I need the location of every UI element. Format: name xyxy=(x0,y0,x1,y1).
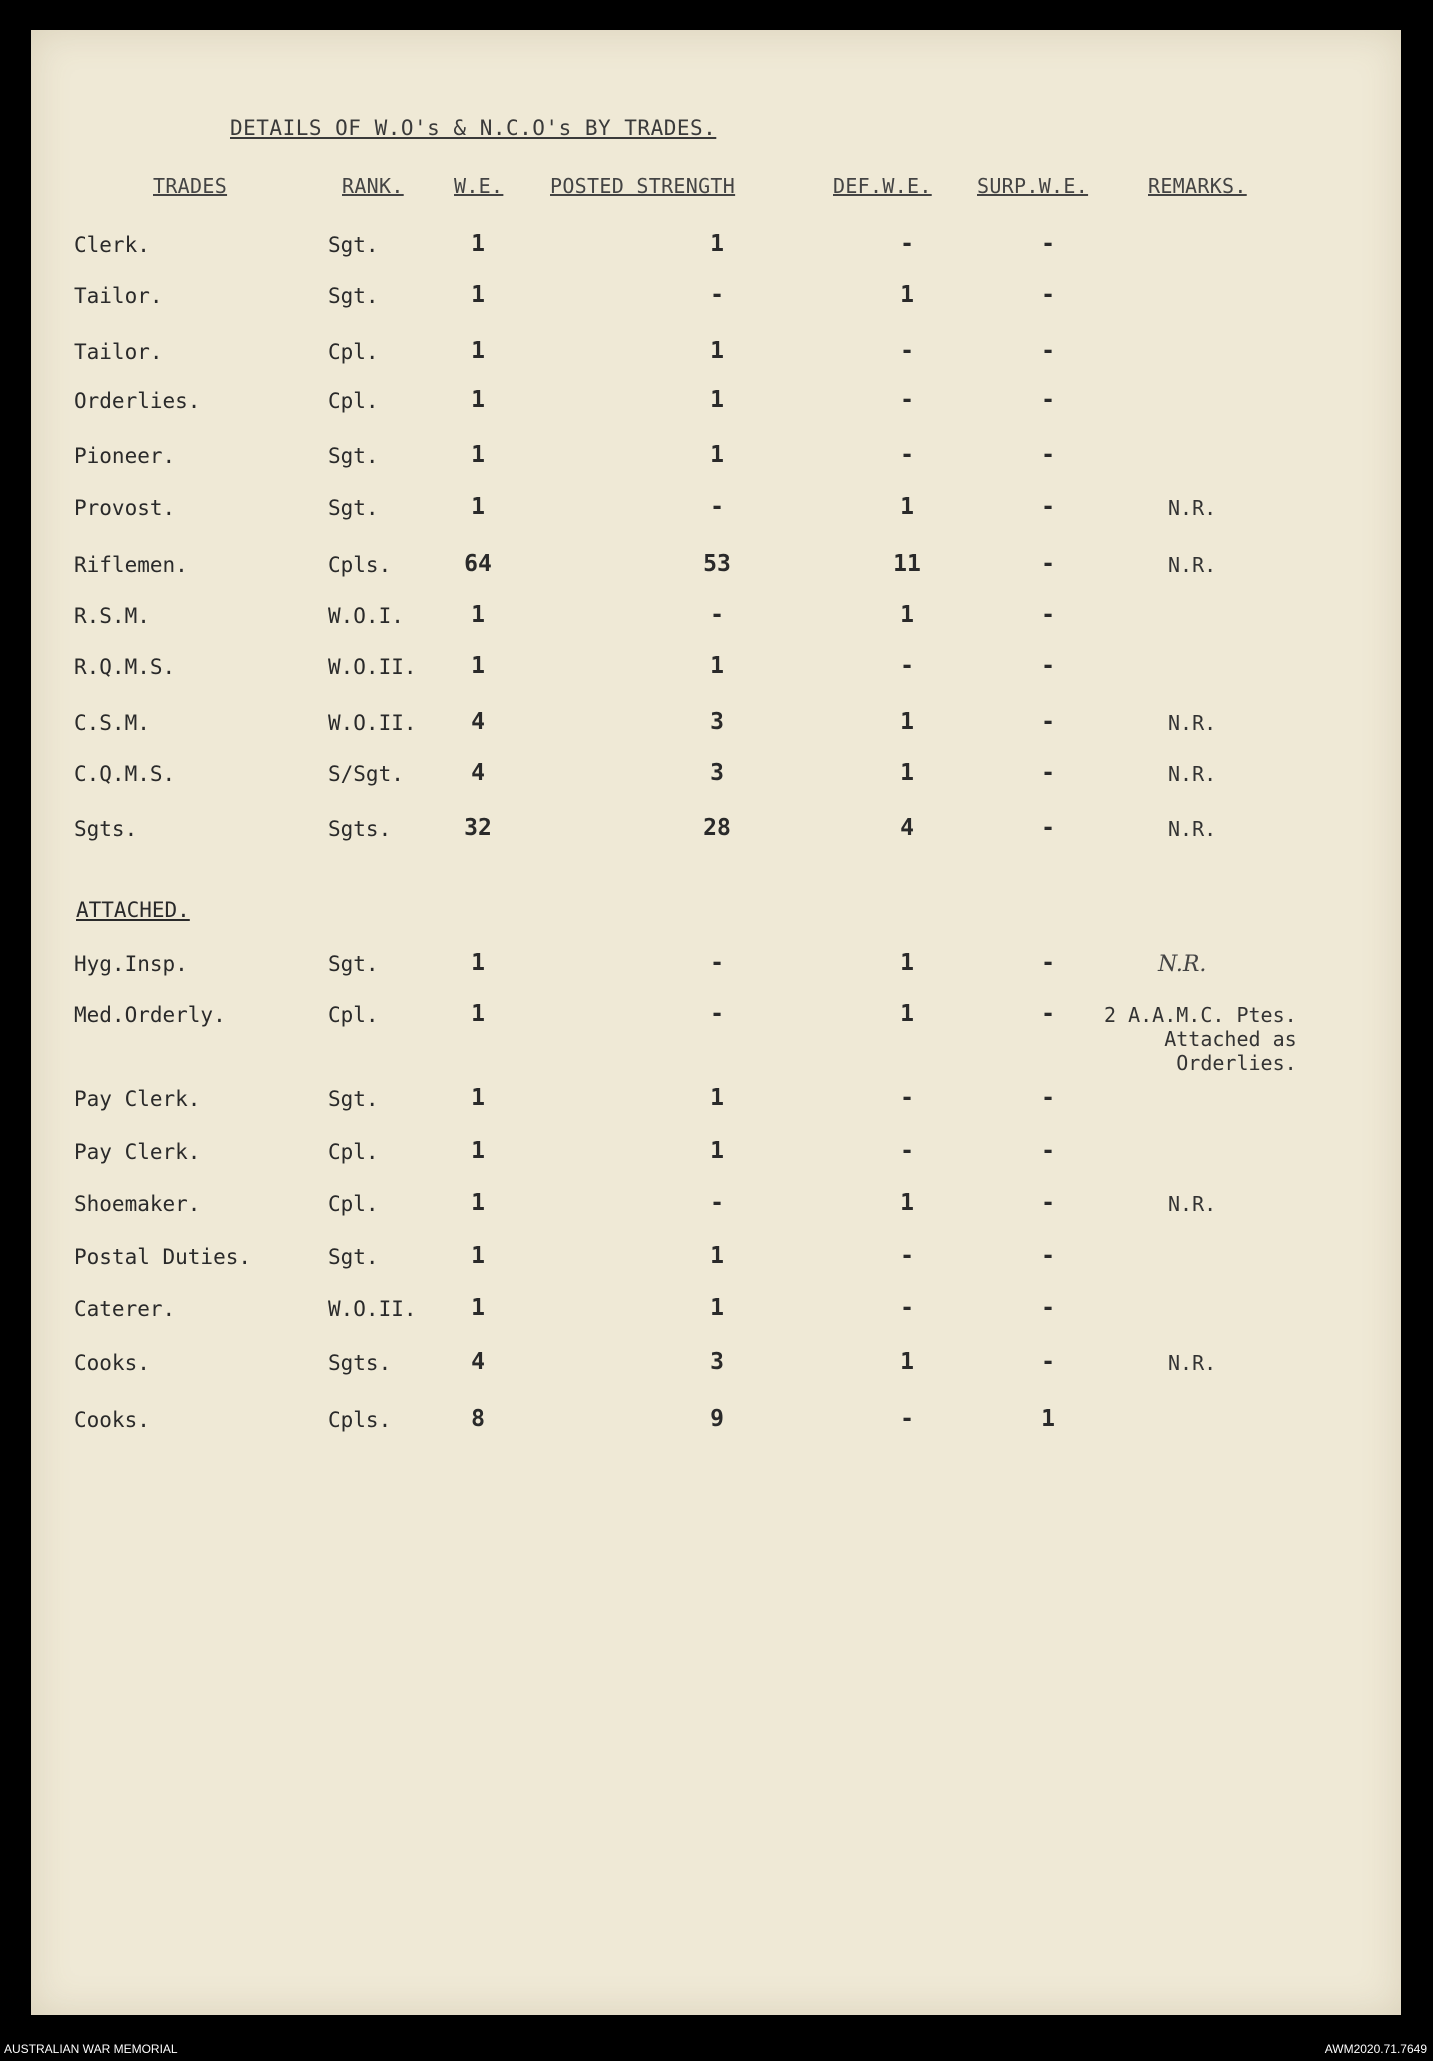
def-we-cell: 1 xyxy=(900,282,914,308)
we-cell: 1 xyxy=(471,231,485,257)
posted-strength-cell: - xyxy=(710,602,724,628)
column-header-trades: TRADES xyxy=(153,174,228,198)
posted-strength-cell: - xyxy=(710,494,724,520)
surp-we-cell: - xyxy=(1041,815,1055,841)
rank-cell: Cpl. xyxy=(328,1003,379,1027)
rank-cell: Sgt. xyxy=(328,1245,379,1269)
posted-strength-cell: 1 xyxy=(710,231,724,257)
we-cell: 4 xyxy=(471,1349,485,1375)
def-we-cell: - xyxy=(900,1243,914,1269)
posted-strength-cell: 1 xyxy=(710,1243,724,1269)
surp-we-cell: - xyxy=(1041,1349,1055,1375)
def-we-cell: - xyxy=(900,338,914,364)
we-cell: 1 xyxy=(471,653,485,679)
rank-cell: Sgt. xyxy=(328,1087,379,1111)
trade-cell: Pay Clerk. xyxy=(74,1087,201,1111)
surp-we-cell: - xyxy=(1041,1295,1055,1321)
column-header-rank: RANK. xyxy=(342,174,404,198)
trade-cell: Pay Clerk. xyxy=(74,1140,201,1164)
surp-we-cell: - xyxy=(1041,709,1055,735)
posted-strength-cell: 1 xyxy=(710,1295,724,1321)
trade-cell: Orderlies. xyxy=(74,389,201,413)
posted-strength-cell: - xyxy=(710,1001,724,1027)
surp-we-cell: 1 xyxy=(1041,1406,1055,1432)
trade-cell: Pioneer. xyxy=(74,444,176,468)
posted-strength-cell: 28 xyxy=(703,815,731,841)
surp-we-cell: - xyxy=(1041,387,1055,413)
we-cell: 1 xyxy=(471,1085,485,1111)
def-we-cell: - xyxy=(900,387,914,413)
trade-cell: Postal Duties. xyxy=(74,1245,252,1269)
trade-cell: R.S.M. xyxy=(74,604,150,628)
trade-cell: Clerk. xyxy=(74,233,150,257)
we-cell: 4 xyxy=(471,709,485,735)
remarks-cell: N.R. xyxy=(1168,711,1217,735)
def-we-cell: 1 xyxy=(900,1001,914,1027)
trade-cell: C.Q.M.S. xyxy=(74,762,176,786)
column-header-remarks: REMARKS. xyxy=(1148,174,1247,198)
rank-cell: Cpl. xyxy=(328,1192,379,1216)
surp-we-cell: - xyxy=(1041,551,1055,577)
we-cell: 1 xyxy=(471,387,485,413)
posted-strength-cell: - xyxy=(710,1190,724,1216)
surp-we-cell: - xyxy=(1041,653,1055,679)
def-we-cell: - xyxy=(900,1406,914,1432)
footer-catalog-id: AWM2020.71.7649 xyxy=(1324,2042,1427,2056)
rank-cell: Cpl. xyxy=(328,340,379,364)
we-cell: 1 xyxy=(471,494,485,520)
remarks-cell xyxy=(1104,1003,1297,1075)
rank-cell: Cpl. xyxy=(328,389,379,413)
surp-we-cell: - xyxy=(1041,602,1055,628)
we-cell: 1 xyxy=(471,1190,485,1216)
rank-cell: S/Sgt. xyxy=(328,762,404,786)
posted-strength-cell: 1 xyxy=(710,1138,724,1164)
rank-cell: W.O.II. xyxy=(328,711,417,735)
rank-cell: Sgt. xyxy=(328,444,379,468)
remarks-cell: N.R. xyxy=(1168,817,1217,841)
column-header-def-we: DEF.W.E. xyxy=(833,174,932,198)
def-we-cell: - xyxy=(900,1085,914,1111)
rank-cell: Sgt. xyxy=(328,284,379,308)
trade-cell: Cooks. xyxy=(74,1408,150,1432)
we-cell: 1 xyxy=(471,282,485,308)
rank-cell: Sgt. xyxy=(328,496,379,520)
surp-we-cell: - xyxy=(1041,1001,1055,1027)
remarks-line: Orderlies. xyxy=(1176,1051,1297,1075)
trade-cell: R.Q.M.S. xyxy=(74,655,176,679)
surp-we-cell: - xyxy=(1041,494,1055,520)
document-heading: DETAILS OF W.O's & N.C.O's BY TRADES. xyxy=(230,116,717,140)
remarks-line: Attached as xyxy=(1164,1027,1297,1051)
def-we-cell: 1 xyxy=(900,1190,914,1216)
trade-cell: Med.Orderly. xyxy=(74,1003,226,1027)
trade-cell: Sgts. xyxy=(74,817,138,841)
def-we-cell: 1 xyxy=(900,709,914,735)
we-cell: 1 xyxy=(471,1295,485,1321)
posted-strength-cell: 3 xyxy=(710,760,724,786)
posted-strength-cell: 1 xyxy=(710,1085,724,1111)
def-we-cell: 1 xyxy=(900,760,914,786)
we-cell: 1 xyxy=(471,338,485,364)
def-we-cell: - xyxy=(900,442,914,468)
rank-cell: Sgts. xyxy=(328,1351,392,1375)
we-cell: 1 xyxy=(471,1138,485,1164)
rank-cell: Sgt. xyxy=(328,952,379,976)
remarks-line: 2 A.A.M.C. Ptes. xyxy=(1104,1003,1297,1027)
posted-strength-cell: 53 xyxy=(703,551,731,577)
remarks-cell: N.R. xyxy=(1168,762,1217,786)
def-we-cell: - xyxy=(900,1295,914,1321)
rank-cell: Cpls. xyxy=(328,1408,392,1432)
column-header-surp-we: SURP.W.E. xyxy=(977,174,1089,198)
remarks-cell: N.R. xyxy=(1158,952,1207,977)
rank-cell: W.O.I. xyxy=(328,604,404,628)
def-we-cell: 1 xyxy=(900,1349,914,1375)
rank-cell: Cpl. xyxy=(328,1140,379,1164)
posted-strength-cell: 1 xyxy=(710,653,724,679)
trade-cell: Tailor. xyxy=(74,284,163,308)
posted-strength-cell: 3 xyxy=(710,709,724,735)
posted-strength-cell: 1 xyxy=(710,387,724,413)
rank-cell: Sgts. xyxy=(328,817,392,841)
trade-cell: Riflemen. xyxy=(74,553,188,577)
trade-cell: Shoemaker. xyxy=(74,1192,201,1216)
rank-cell: W.O.II. xyxy=(328,655,417,679)
we-cell: 1 xyxy=(471,602,485,628)
remarks-cell: N.R. xyxy=(1168,496,1217,520)
footer-archive-name: AUSTRALIAN WAR MEMORIAL xyxy=(4,2042,178,2056)
we-cell: 1 xyxy=(471,442,485,468)
def-we-cell: - xyxy=(900,1138,914,1164)
def-we-cell: 11 xyxy=(893,551,921,577)
surp-we-cell: - xyxy=(1041,338,1055,364)
attached-section-label: ATTACHED. xyxy=(76,898,190,922)
surp-we-cell: - xyxy=(1041,442,1055,468)
def-we-cell: 1 xyxy=(900,494,914,520)
surp-we-cell: - xyxy=(1041,282,1055,308)
trade-cell: C.S.M. xyxy=(74,711,150,735)
we-cell: 1 xyxy=(471,1001,485,1027)
we-cell: 4 xyxy=(471,760,485,786)
we-cell: 1 xyxy=(471,950,485,976)
posted-strength-cell: 1 xyxy=(710,442,724,468)
rank-cell: W.O.II. xyxy=(328,1297,417,1321)
surp-we-cell: - xyxy=(1041,1190,1055,1216)
surp-we-cell: - xyxy=(1041,231,1055,257)
remarks-cell: N.R. xyxy=(1168,1192,1217,1216)
posted-strength-cell: - xyxy=(710,282,724,308)
we-cell: 32 xyxy=(464,815,492,841)
surp-we-cell: - xyxy=(1041,760,1055,786)
trade-cell: Tailor. xyxy=(74,340,163,364)
trade-cell: Provost. xyxy=(74,496,176,520)
we-cell: 64 xyxy=(464,551,492,577)
rank-cell: Sgt. xyxy=(328,233,379,257)
trade-cell: Hyg.Insp. xyxy=(74,952,188,976)
posted-strength-cell: 1 xyxy=(710,338,724,364)
def-we-cell: 1 xyxy=(900,602,914,628)
surp-we-cell: - xyxy=(1041,1243,1055,1269)
we-cell: 1 xyxy=(471,1243,485,1269)
surp-we-cell: - xyxy=(1041,950,1055,976)
def-we-cell: - xyxy=(900,231,914,257)
trade-cell: Caterer. xyxy=(74,1297,176,1321)
we-cell: 8 xyxy=(471,1406,485,1432)
surp-we-cell: - xyxy=(1041,1085,1055,1111)
trade-cell: Cooks. xyxy=(74,1351,150,1375)
column-header-posted-strength: POSTED STRENGTH xyxy=(550,174,736,198)
posted-strength-cell: - xyxy=(710,950,724,976)
def-we-cell: 4 xyxy=(900,815,914,841)
def-we-cell: 1 xyxy=(900,950,914,976)
remarks-cell: N.R. xyxy=(1168,1351,1217,1375)
column-header-we: W.E. xyxy=(454,174,504,198)
def-we-cell: - xyxy=(900,653,914,679)
surp-we-cell: - xyxy=(1041,1138,1055,1164)
posted-strength-cell: 3 xyxy=(710,1349,724,1375)
rank-cell: Cpls. xyxy=(328,553,392,577)
posted-strength-cell: 9 xyxy=(710,1406,724,1432)
remarks-cell: N.R. xyxy=(1168,553,1217,577)
